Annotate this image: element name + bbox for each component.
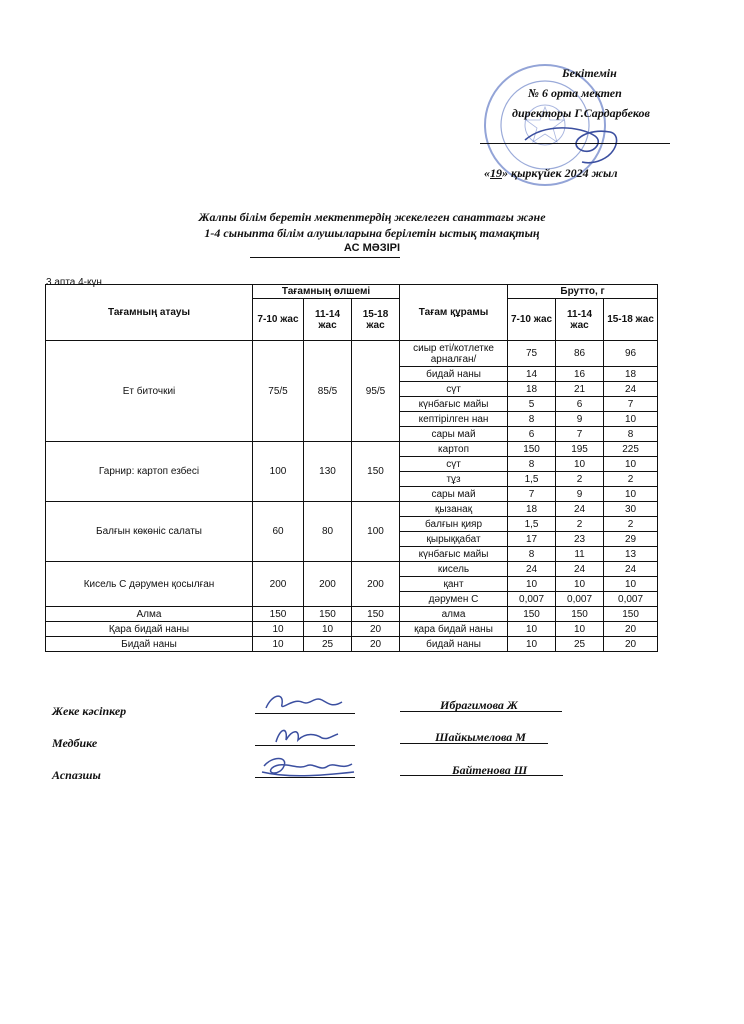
dish-name-cell: Қара бидай наны (46, 622, 253, 637)
gross-cell: 0,007 (508, 592, 556, 607)
gross-cell: 150 (508, 607, 556, 622)
gross-cell: 9 (556, 487, 604, 502)
gross-cell: 8 (508, 547, 556, 562)
portion-cell: 130 (304, 442, 352, 502)
ingredient-cell: сиыр еті/котлетке арналған/ (400, 341, 508, 367)
gross-cell: 1,5 (508, 517, 556, 532)
gross-cell: 8 (604, 427, 658, 442)
ingredient-cell: алма (400, 607, 508, 622)
week-day-label: 3 апта 4-күн (46, 277, 102, 288)
portion-cell: 25 (304, 637, 352, 652)
gross-cell: 5 (508, 397, 556, 412)
signature-name: Байтенова Ш (452, 763, 528, 777)
ingredient-cell: қырыққабат (400, 532, 508, 547)
gross-cell: 1,5 (508, 472, 556, 487)
signature-scribble (272, 722, 342, 748)
gross-cell: 18 (604, 367, 658, 382)
header-dish-name: Тағамның атауы (46, 285, 253, 341)
signature-role: Аспазшы (52, 768, 101, 782)
gross-cell: 10 (556, 622, 604, 637)
header-portion-age: 11-14 жас (304, 299, 352, 341)
gross-cell: 10 (604, 487, 658, 502)
signature-role: Медбике (52, 736, 98, 750)
dish-name-cell: Ет биточкиі (46, 341, 253, 442)
ingredient-cell: сүт (400, 457, 508, 472)
ingredient-cell: сары май (400, 487, 508, 502)
gross-cell: 13 (604, 547, 658, 562)
table-row (46, 341, 658, 367)
ingredient-cell: қант (400, 577, 508, 592)
table-row (46, 622, 658, 637)
header-gross-age: 11-14 жас (556, 299, 604, 341)
doc-title-line2: 1-4 сыныпта білім алушыларына берілетін ыстық тамақтың (204, 226, 540, 240)
gross-cell: 11 (556, 547, 604, 562)
title-underline (250, 257, 400, 258)
header-composition: Тағам құрамы (400, 285, 508, 341)
gross-cell: 20 (604, 637, 658, 652)
gross-cell: 21 (556, 382, 604, 397)
signature-scribble (258, 752, 358, 780)
gross-cell: 2 (556, 472, 604, 487)
portion-cell: 80 (304, 502, 352, 562)
dish-name-cell: Балғын көкөніс салаты (46, 502, 253, 562)
table-row (46, 502, 658, 517)
gross-cell: 10 (604, 412, 658, 427)
portion-cell: 200 (304, 562, 352, 607)
gross-cell: 75 (508, 341, 556, 367)
ingredient-cell: дәрумен С (400, 592, 508, 607)
portion-cell: 60 (253, 502, 304, 562)
gross-cell: 7 (556, 427, 604, 442)
doc-title-line3: АС МӘЗІРІ (343, 242, 401, 254)
portion-cell: 200 (253, 562, 304, 607)
gross-cell: 18 (508, 382, 556, 397)
gross-cell: 150 (508, 442, 556, 457)
approval-day: 19 (490, 166, 502, 180)
gross-cell: 8 (508, 412, 556, 427)
portion-cell: 20 (352, 622, 400, 637)
ingredient-cell: қара бидай наны (400, 622, 508, 637)
signature-name-line (400, 743, 548, 744)
gross-cell: 18 (508, 502, 556, 517)
gross-cell: 10 (556, 577, 604, 592)
signature-name-line (400, 711, 562, 712)
dish-name-cell: Кисель С дәрумен қосылған (46, 562, 253, 607)
gross-cell: 25 (556, 637, 604, 652)
ingredient-cell: кептірілген нан (400, 412, 508, 427)
gross-cell: 0,007 (556, 592, 604, 607)
gross-cell: 24 (508, 562, 556, 577)
ingredient-cell: кисель (400, 562, 508, 577)
gross-cell: 10 (508, 622, 556, 637)
menu-table-body (46, 341, 658, 652)
portion-cell: 10 (253, 622, 304, 637)
gross-cell: 16 (556, 367, 604, 382)
ingredient-cell: күнбағыс майы (400, 397, 508, 412)
gross-cell: 30 (604, 502, 658, 517)
approval-line (480, 143, 670, 144)
portion-cell: 20 (352, 637, 400, 652)
gross-cell: 17 (508, 532, 556, 547)
portion-cell: 150 (352, 442, 400, 502)
table-row (46, 607, 658, 622)
approval-date-rest: қыркүйек 2024 жыл (511, 166, 618, 180)
header-portion: Тағамның өлшемі (253, 285, 400, 299)
gross-cell: 10 (508, 577, 556, 592)
signature-role: Жеке кәсіпкер (52, 704, 127, 718)
doc-title-line1: Жалпы білім беретін мектептердің жекелеген санаттағы және (198, 210, 546, 224)
portion-cell: 85/5 (304, 341, 352, 442)
ingredient-cell: күнбағыс майы (400, 547, 508, 562)
portion-cell: 75/5 (253, 341, 304, 442)
header-portion-age: 15-18 жас (352, 299, 400, 341)
gross-cell: 6 (508, 427, 556, 442)
portion-cell: 10 (304, 622, 352, 637)
gross-cell: 0,007 (604, 592, 658, 607)
header-gross-age: 15-18 жас (604, 299, 658, 341)
gross-cell: 8 (508, 457, 556, 472)
gross-cell: 150 (604, 607, 658, 622)
ingredient-cell: балғын қияр (400, 517, 508, 532)
dish-name-cell: Гарнир: картоп езбесі (46, 442, 253, 502)
dish-name-cell: Бидай наны (46, 637, 253, 652)
dish-name-cell: Алма (46, 607, 253, 622)
header-portion-age: 7-10 жас (253, 299, 304, 341)
portion-cell: 150 (304, 607, 352, 622)
gross-cell: 10 (604, 457, 658, 472)
gross-cell: 29 (604, 532, 658, 547)
gross-cell: 23 (556, 532, 604, 547)
table-row (46, 562, 658, 577)
portion-cell: 95/5 (352, 341, 400, 442)
gross-cell: 10 (508, 637, 556, 652)
gross-cell: 24 (604, 382, 658, 397)
gross-cell: 96 (604, 341, 658, 367)
gross-cell: 10 (604, 577, 658, 592)
approval-director: директоры Г.Сардарбеков (512, 106, 650, 120)
gross-cell: 24 (604, 562, 658, 577)
signature-name: Шайкымелова М (435, 730, 526, 744)
ingredient-cell: бидай наны (400, 637, 508, 652)
signature-name: Ибрагимова Ж (440, 698, 518, 712)
gross-cell: 7 (604, 397, 658, 412)
approval-date: «19» қыркүйек 2024 жыл (484, 166, 618, 180)
ingredient-cell: бидай наны (400, 367, 508, 382)
header-gross-age: 7-10 жас (508, 299, 556, 341)
portion-cell: 150 (253, 607, 304, 622)
ingredient-cell: сары май (400, 427, 508, 442)
header-gross: Брутто, г (508, 285, 658, 299)
gross-cell: 2 (604, 472, 658, 487)
approval-school: № 6 орта мектеп (528, 86, 622, 100)
portion-cell: 100 (352, 502, 400, 562)
menu-table (45, 284, 658, 652)
ingredient-cell: қызанақ (400, 502, 508, 517)
gross-cell: 2 (604, 517, 658, 532)
signature-name-line (400, 775, 563, 776)
gross-cell: 20 (604, 622, 658, 637)
gross-cell: 7 (508, 487, 556, 502)
gross-cell: 225 (604, 442, 658, 457)
portion-cell: 200 (352, 562, 400, 607)
gross-cell: 10 (556, 457, 604, 472)
gross-cell: 24 (556, 502, 604, 517)
portion-cell: 10 (253, 637, 304, 652)
gross-cell: 86 (556, 341, 604, 367)
ingredient-cell: сүт (400, 382, 508, 397)
table-row (46, 637, 658, 652)
gross-cell: 24 (556, 562, 604, 577)
signature-scribble (262, 690, 352, 716)
gross-cell: 6 (556, 397, 604, 412)
gross-cell: 14 (508, 367, 556, 382)
gross-cell: 150 (556, 607, 604, 622)
portion-cell: 100 (253, 442, 304, 502)
gross-cell: 195 (556, 442, 604, 457)
portion-cell: 150 (352, 607, 400, 622)
ingredient-cell: тұз (400, 472, 508, 487)
table-row (46, 442, 658, 457)
approval-title: Бекітемін (562, 66, 617, 80)
gross-cell: 9 (556, 412, 604, 427)
ingredient-cell: картоп (400, 442, 508, 457)
gross-cell: 2 (556, 517, 604, 532)
